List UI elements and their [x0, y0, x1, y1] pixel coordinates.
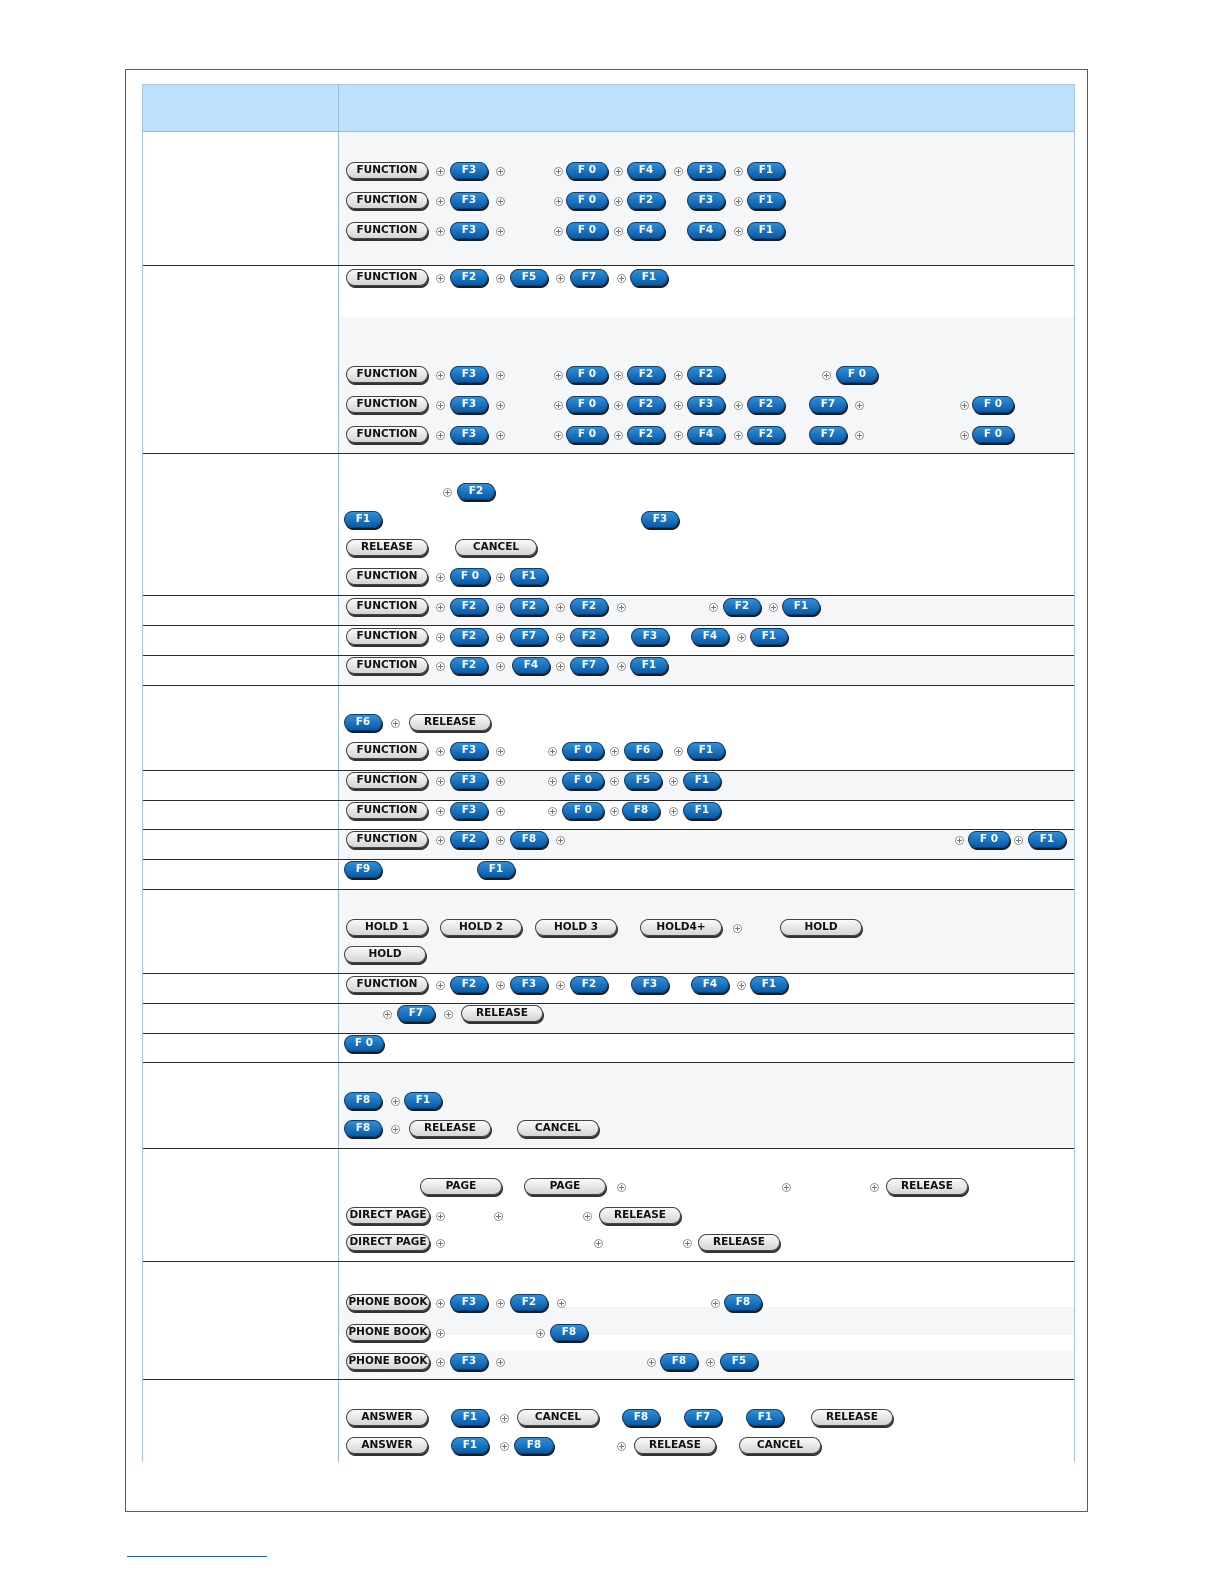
function-key: FUNCTION	[346, 802, 428, 819]
row-label-cell	[143, 1262, 339, 1379]
f8-key: F8	[622, 802, 660, 819]
table-row	[143, 1004, 1074, 1034]
plus-circle-icon	[436, 1299, 445, 1308]
plus-circle-icon	[706, 1358, 715, 1367]
f0-key: F 0	[344, 1035, 384, 1052]
release-key: RELEASE	[634, 1437, 716, 1454]
f7-key: F7	[570, 269, 608, 286]
f1-key: F1	[747, 192, 785, 209]
function-key: FUNCTION	[346, 162, 428, 179]
plus-circle-icon	[674, 167, 683, 176]
plus-circle-icon	[436, 1239, 445, 1248]
f4-key: F4	[691, 628, 729, 645]
row-label-cell	[143, 1380, 339, 1462]
table-row	[143, 830, 1074, 860]
function-key: FUNCTION	[346, 628, 428, 645]
f0-key: F 0	[562, 772, 604, 789]
plus-circle-icon	[496, 1299, 505, 1308]
function-key: FUNCTION	[346, 831, 428, 848]
f2-key: F2	[570, 598, 608, 615]
plus-circle-icon	[436, 227, 445, 236]
f3-key: F3	[631, 628, 669, 645]
row-label-cell	[143, 596, 339, 625]
f5-key: F5	[510, 269, 548, 286]
hold-key: HOLD	[344, 946, 426, 963]
f0-key: F 0	[566, 192, 608, 209]
plus-circle-icon	[594, 1239, 603, 1248]
plus-circle-icon	[870, 1183, 879, 1192]
plus-circle-icon	[674, 431, 683, 440]
row-content-cell	[339, 830, 1074, 859]
plus-circle-icon	[855, 431, 864, 440]
plus-circle-icon	[436, 747, 445, 756]
f2-key: F2	[747, 396, 785, 413]
release-key: RELEASE	[886, 1178, 968, 1195]
plus-circle-icon	[436, 431, 445, 440]
f1-key: F1	[746, 1409, 784, 1426]
f7-key: F7	[510, 628, 548, 645]
f0-key: F 0	[562, 802, 604, 819]
f2-key: F2	[450, 657, 488, 674]
f4-key: F4	[691, 976, 729, 993]
table-row	[143, 1149, 1074, 1262]
function-key: FUNCTION	[346, 426, 428, 443]
function-key: FUNCTION	[346, 657, 428, 674]
f4-key: F4	[512, 657, 550, 674]
f0-key: F 0	[562, 742, 604, 759]
f7-key: F7	[570, 657, 608, 674]
f7-key: F7	[809, 396, 847, 413]
table-row	[143, 860, 1074, 890]
plus-circle-icon	[548, 747, 557, 756]
f2-key: F2	[687, 366, 725, 383]
hold2-key: HOLD 2	[440, 919, 522, 936]
plus-circle-icon	[500, 1442, 509, 1451]
plus-circle-icon	[436, 1212, 445, 1221]
table-header	[143, 85, 1074, 132]
f4-key: F4	[627, 162, 665, 179]
plus-circle-icon	[669, 807, 678, 816]
plus-circle-icon	[737, 981, 746, 990]
plus-circle-icon	[496, 167, 505, 176]
f2-key: F2	[627, 396, 665, 413]
f8-key: F8	[660, 1353, 698, 1370]
f8-key: F8	[510, 831, 548, 848]
f5-key: F5	[624, 772, 662, 789]
f3-key: F3	[450, 802, 488, 819]
table-row	[143, 1063, 1074, 1149]
page-key: PAGE	[420, 1178, 502, 1195]
plus-circle-icon	[734, 227, 743, 236]
plus-circle-icon	[556, 981, 565, 990]
plus-circle-icon	[556, 662, 565, 671]
row-label-cell	[143, 1149, 339, 1261]
f1-key: F1	[344, 511, 382, 528]
f1-key: F1	[404, 1092, 442, 1109]
plus-circle-icon	[436, 836, 445, 845]
plus-circle-icon	[709, 603, 718, 612]
plus-circle-icon	[436, 603, 445, 612]
f3-key: F3	[687, 192, 725, 209]
row-content-cell	[339, 656, 1074, 685]
row-label-cell	[143, 974, 339, 1003]
f2-key: F2	[450, 598, 488, 615]
plus-circle-icon	[496, 603, 505, 612]
f1-key: F1	[510, 568, 548, 585]
f2-key: F2	[723, 598, 761, 615]
f0-key: F 0	[566, 162, 608, 179]
f2-key: F2	[450, 628, 488, 645]
f0-key: F 0	[566, 396, 608, 413]
f3-key: F3	[450, 772, 488, 789]
plus-circle-icon	[496, 662, 505, 671]
plus-circle-icon	[554, 167, 563, 176]
table-row	[143, 1380, 1074, 1462]
plus-circle-icon	[536, 1329, 545, 1338]
row-label-cell	[143, 771, 339, 800]
plus-circle-icon	[557, 1299, 566, 1308]
plus-circle-icon	[737, 633, 746, 642]
f8-key: F8	[724, 1294, 762, 1311]
release-key: RELEASE	[599, 1207, 681, 1224]
plus-circle-icon	[734, 167, 743, 176]
f1-key: F1	[630, 657, 668, 674]
release-key: RELEASE	[461, 1005, 543, 1022]
plus-circle-icon	[769, 603, 778, 612]
cancel-key: CANCEL	[739, 1437, 821, 1454]
plus-circle-icon	[496, 836, 505, 845]
plus-circle-icon	[683, 1239, 692, 1248]
f1-key: F1	[747, 222, 785, 239]
f3-key: F3	[450, 396, 488, 413]
f3-key: F3	[450, 1353, 488, 1370]
table-row	[143, 132, 1074, 266]
plus-circle-icon	[554, 431, 563, 440]
f3-key: F3	[450, 426, 488, 443]
plus-circle-icon	[733, 924, 742, 933]
row-label-cell	[143, 132, 339, 265]
f0-key: F 0	[968, 831, 1010, 848]
phone-book-key: PHONE BOOK	[346, 1324, 430, 1341]
plus-circle-icon	[500, 1414, 509, 1423]
row-label-cell	[143, 686, 339, 770]
plus-circle-icon	[1014, 836, 1023, 845]
plus-circle-icon	[496, 633, 505, 642]
f2-key: F2	[570, 628, 608, 645]
plus-circle-icon	[496, 807, 505, 816]
f6-key: F6	[624, 742, 662, 759]
release-key: RELEASE	[409, 714, 491, 731]
plus-circle-icon	[496, 371, 505, 380]
plus-circle-icon	[554, 197, 563, 206]
plus-circle-icon	[444, 1010, 453, 1019]
f0-key: F 0	[566, 426, 608, 443]
f2-key: F2	[450, 831, 488, 848]
f7-key: F7	[684, 1409, 722, 1426]
plus-circle-icon	[548, 777, 557, 786]
f2-key: F2	[457, 483, 495, 500]
f4-key: F4	[687, 426, 725, 443]
function-key: FUNCTION	[346, 976, 428, 993]
f2-key: F2	[450, 269, 488, 286]
row-label-cell	[143, 1004, 339, 1033]
plus-circle-icon	[556, 603, 565, 612]
cancel-key: CANCEL	[455, 539, 537, 556]
f3-key: F3	[687, 162, 725, 179]
f0-key: F 0	[566, 222, 608, 239]
f1-key: F1	[683, 772, 721, 789]
plus-circle-icon	[822, 371, 831, 380]
hold3-key: HOLD 3	[535, 919, 617, 936]
key-sequence-table	[142, 84, 1075, 1462]
f4-key: F4	[627, 222, 665, 239]
f1-key: F1	[750, 628, 788, 645]
f1-key: F1	[630, 269, 668, 286]
f3-key: F3	[450, 162, 488, 179]
release-key: RELEASE	[698, 1234, 780, 1251]
plus-circle-icon	[610, 747, 619, 756]
answer-key: ANSWER	[346, 1409, 428, 1426]
table-row	[143, 801, 1074, 830]
function-key: FUNCTION	[346, 772, 428, 789]
plus-circle-icon	[960, 431, 969, 440]
table-row	[143, 771, 1074, 801]
plus-circle-icon	[496, 401, 505, 410]
f0-key: F 0	[566, 366, 608, 383]
plus-circle-icon	[617, 1183, 626, 1192]
row-band	[339, 1307, 1074, 1335]
f3-key: F3	[631, 976, 669, 993]
plus-circle-icon	[614, 227, 623, 236]
plus-circle-icon	[711, 1299, 720, 1308]
plus-circle-icon	[782, 1183, 791, 1192]
function-key: FUNCTION	[346, 396, 428, 413]
page-key: PAGE	[524, 1178, 606, 1195]
plus-circle-icon	[436, 197, 445, 206]
function-key: FUNCTION	[346, 742, 428, 759]
hold4-key: HOLD4+	[640, 919, 722, 936]
plus-circle-icon	[674, 401, 683, 410]
release-key: RELEASE	[811, 1409, 893, 1426]
plus-circle-icon	[617, 274, 626, 283]
plus-circle-icon	[610, 807, 619, 816]
plus-circle-icon	[436, 1329, 445, 1338]
f3-key: F3	[687, 396, 725, 413]
f0-key: F 0	[972, 426, 1014, 443]
f3-key: F3	[450, 192, 488, 209]
f6-key: F6	[344, 714, 382, 731]
phone-book-key: PHONE BOOK	[346, 1294, 430, 1311]
table-row	[143, 626, 1074, 656]
row-label-cell	[143, 830, 339, 859]
f5-key: F5	[720, 1353, 758, 1370]
plus-circle-icon	[436, 167, 445, 176]
direct-page-key: DIRECT PAGE	[346, 1207, 430, 1224]
f1-key: F1	[747, 162, 785, 179]
f2-key: F2	[747, 426, 785, 443]
f3-key: F3	[450, 222, 488, 239]
plus-circle-icon	[496, 747, 505, 756]
plus-circle-icon	[734, 401, 743, 410]
plus-circle-icon	[496, 981, 505, 990]
f1-key: F1	[451, 1409, 489, 1426]
plus-circle-icon	[496, 573, 505, 582]
f2-key: F2	[627, 426, 665, 443]
row-label-cell	[143, 1063, 339, 1148]
cancel-key: CANCEL	[517, 1120, 599, 1137]
row-label-cell	[143, 454, 339, 595]
plus-circle-icon	[496, 431, 505, 440]
row-label-cell	[143, 860, 339, 889]
plus-circle-icon	[436, 777, 445, 786]
plus-circle-icon	[391, 1125, 400, 1134]
plus-circle-icon	[614, 197, 623, 206]
plus-circle-icon	[617, 1442, 626, 1451]
plus-circle-icon	[436, 981, 445, 990]
plus-circle-icon	[734, 431, 743, 440]
function-key: FUNCTION	[346, 222, 428, 239]
answer-key: ANSWER	[346, 1437, 428, 1454]
plus-circle-icon	[734, 197, 743, 206]
plus-circle-icon	[436, 573, 445, 582]
plus-circle-icon	[554, 227, 563, 236]
plus-circle-icon	[647, 1358, 656, 1367]
plus-circle-icon	[614, 167, 623, 176]
footer-link-underline	[127, 1556, 267, 1557]
f2-key: F2	[450, 976, 488, 993]
header-divider	[338, 85, 339, 131]
f0-key: F 0	[836, 366, 878, 383]
plus-circle-icon	[955, 836, 964, 845]
table-row	[143, 686, 1074, 771]
plus-circle-icon	[496, 227, 505, 236]
f8-key: F8	[622, 1409, 660, 1426]
table-row	[143, 1034, 1074, 1063]
plus-circle-icon	[617, 603, 626, 612]
f0-key: F 0	[450, 568, 490, 585]
plus-circle-icon	[496, 274, 505, 283]
row-label-cell	[143, 1034, 339, 1062]
plus-circle-icon	[496, 1358, 505, 1367]
plus-circle-icon	[494, 1212, 503, 1221]
plus-circle-icon	[496, 777, 505, 786]
plus-circle-icon	[669, 777, 678, 786]
f1-key: F1	[451, 1437, 489, 1454]
f1-key: F1	[683, 802, 721, 819]
plus-circle-icon	[391, 1097, 400, 1106]
function-key: FUNCTION	[346, 568, 428, 585]
release-key: RELEASE	[409, 1120, 491, 1137]
plus-circle-icon	[496, 197, 505, 206]
row-label-cell	[143, 890, 339, 973]
f1-key: F1	[687, 742, 725, 759]
table-row	[143, 656, 1074, 686]
f1-key: F1	[782, 598, 820, 615]
hold-key: HOLD	[780, 919, 862, 936]
f2-key: F2	[510, 598, 548, 615]
table-row	[143, 974, 1074, 1004]
plus-circle-icon	[383, 1010, 392, 1019]
f7-key: F7	[397, 1005, 435, 1022]
f1-key: F1	[1028, 831, 1066, 848]
plus-circle-icon	[391, 719, 400, 728]
f7-key: F7	[809, 426, 847, 443]
f3-key: F3	[641, 511, 679, 528]
plus-circle-icon	[554, 401, 563, 410]
direct-page-key: DIRECT PAGE	[346, 1234, 430, 1251]
table-row	[143, 454, 1074, 596]
function-key: FUNCTION	[346, 366, 428, 383]
f1-key: F1	[750, 976, 788, 993]
f2-key: F2	[510, 1294, 548, 1311]
plus-circle-icon	[436, 662, 445, 671]
phone-book-key: PHONE BOOK	[346, 1353, 430, 1370]
plus-circle-icon	[436, 401, 445, 410]
function-key: FUNCTION	[346, 192, 428, 209]
row-label-cell	[143, 266, 339, 453]
hold1-key: HOLD 1	[346, 919, 428, 936]
plus-circle-icon	[614, 431, 623, 440]
f3-key: F3	[450, 1294, 488, 1311]
function-key: FUNCTION	[346, 598, 428, 615]
plus-circle-icon	[436, 633, 445, 642]
plus-circle-icon	[436, 1358, 445, 1367]
f8-key: F8	[344, 1120, 382, 1137]
plus-circle-icon	[617, 662, 626, 671]
plus-circle-icon	[674, 371, 683, 380]
plus-circle-icon	[674, 747, 683, 756]
plus-circle-icon	[556, 633, 565, 642]
row-content-cell	[339, 596, 1074, 625]
f2-key: F2	[627, 192, 665, 209]
f3-key: F3	[510, 976, 548, 993]
plus-circle-icon	[443, 488, 452, 497]
plus-circle-icon	[556, 836, 565, 845]
plus-circle-icon	[436, 371, 445, 380]
plus-circle-icon	[610, 777, 619, 786]
plus-circle-icon	[436, 274, 445, 283]
f1-key: F1	[477, 861, 515, 878]
row-label-cell	[143, 656, 339, 685]
plus-circle-icon	[614, 401, 623, 410]
plus-circle-icon	[436, 807, 445, 816]
plus-circle-icon	[556, 274, 565, 283]
f8-key: F8	[550, 1324, 588, 1341]
f9-key: F9	[344, 861, 382, 878]
f8-key: F8	[344, 1092, 382, 1109]
f3-key: F3	[450, 366, 488, 383]
f8-key: F8	[514, 1437, 554, 1454]
plus-circle-icon	[548, 807, 557, 816]
f3-key: F3	[450, 742, 488, 759]
table-row	[143, 596, 1074, 626]
plus-circle-icon	[960, 401, 969, 410]
f2-key: F2	[570, 976, 608, 993]
function-key: FUNCTION	[346, 269, 428, 286]
plus-circle-icon	[583, 1212, 592, 1221]
f4-key: F4	[687, 222, 725, 239]
plus-circle-icon	[855, 401, 864, 410]
f2-key: F2	[627, 366, 665, 383]
f0-key: F 0	[972, 396, 1014, 413]
plus-circle-icon	[554, 371, 563, 380]
release-key: RELEASE	[346, 539, 428, 556]
plus-circle-icon	[614, 371, 623, 380]
row-label-cell	[143, 801, 339, 829]
row-label-cell	[143, 626, 339, 655]
cancel-key: CANCEL	[517, 1409, 599, 1426]
